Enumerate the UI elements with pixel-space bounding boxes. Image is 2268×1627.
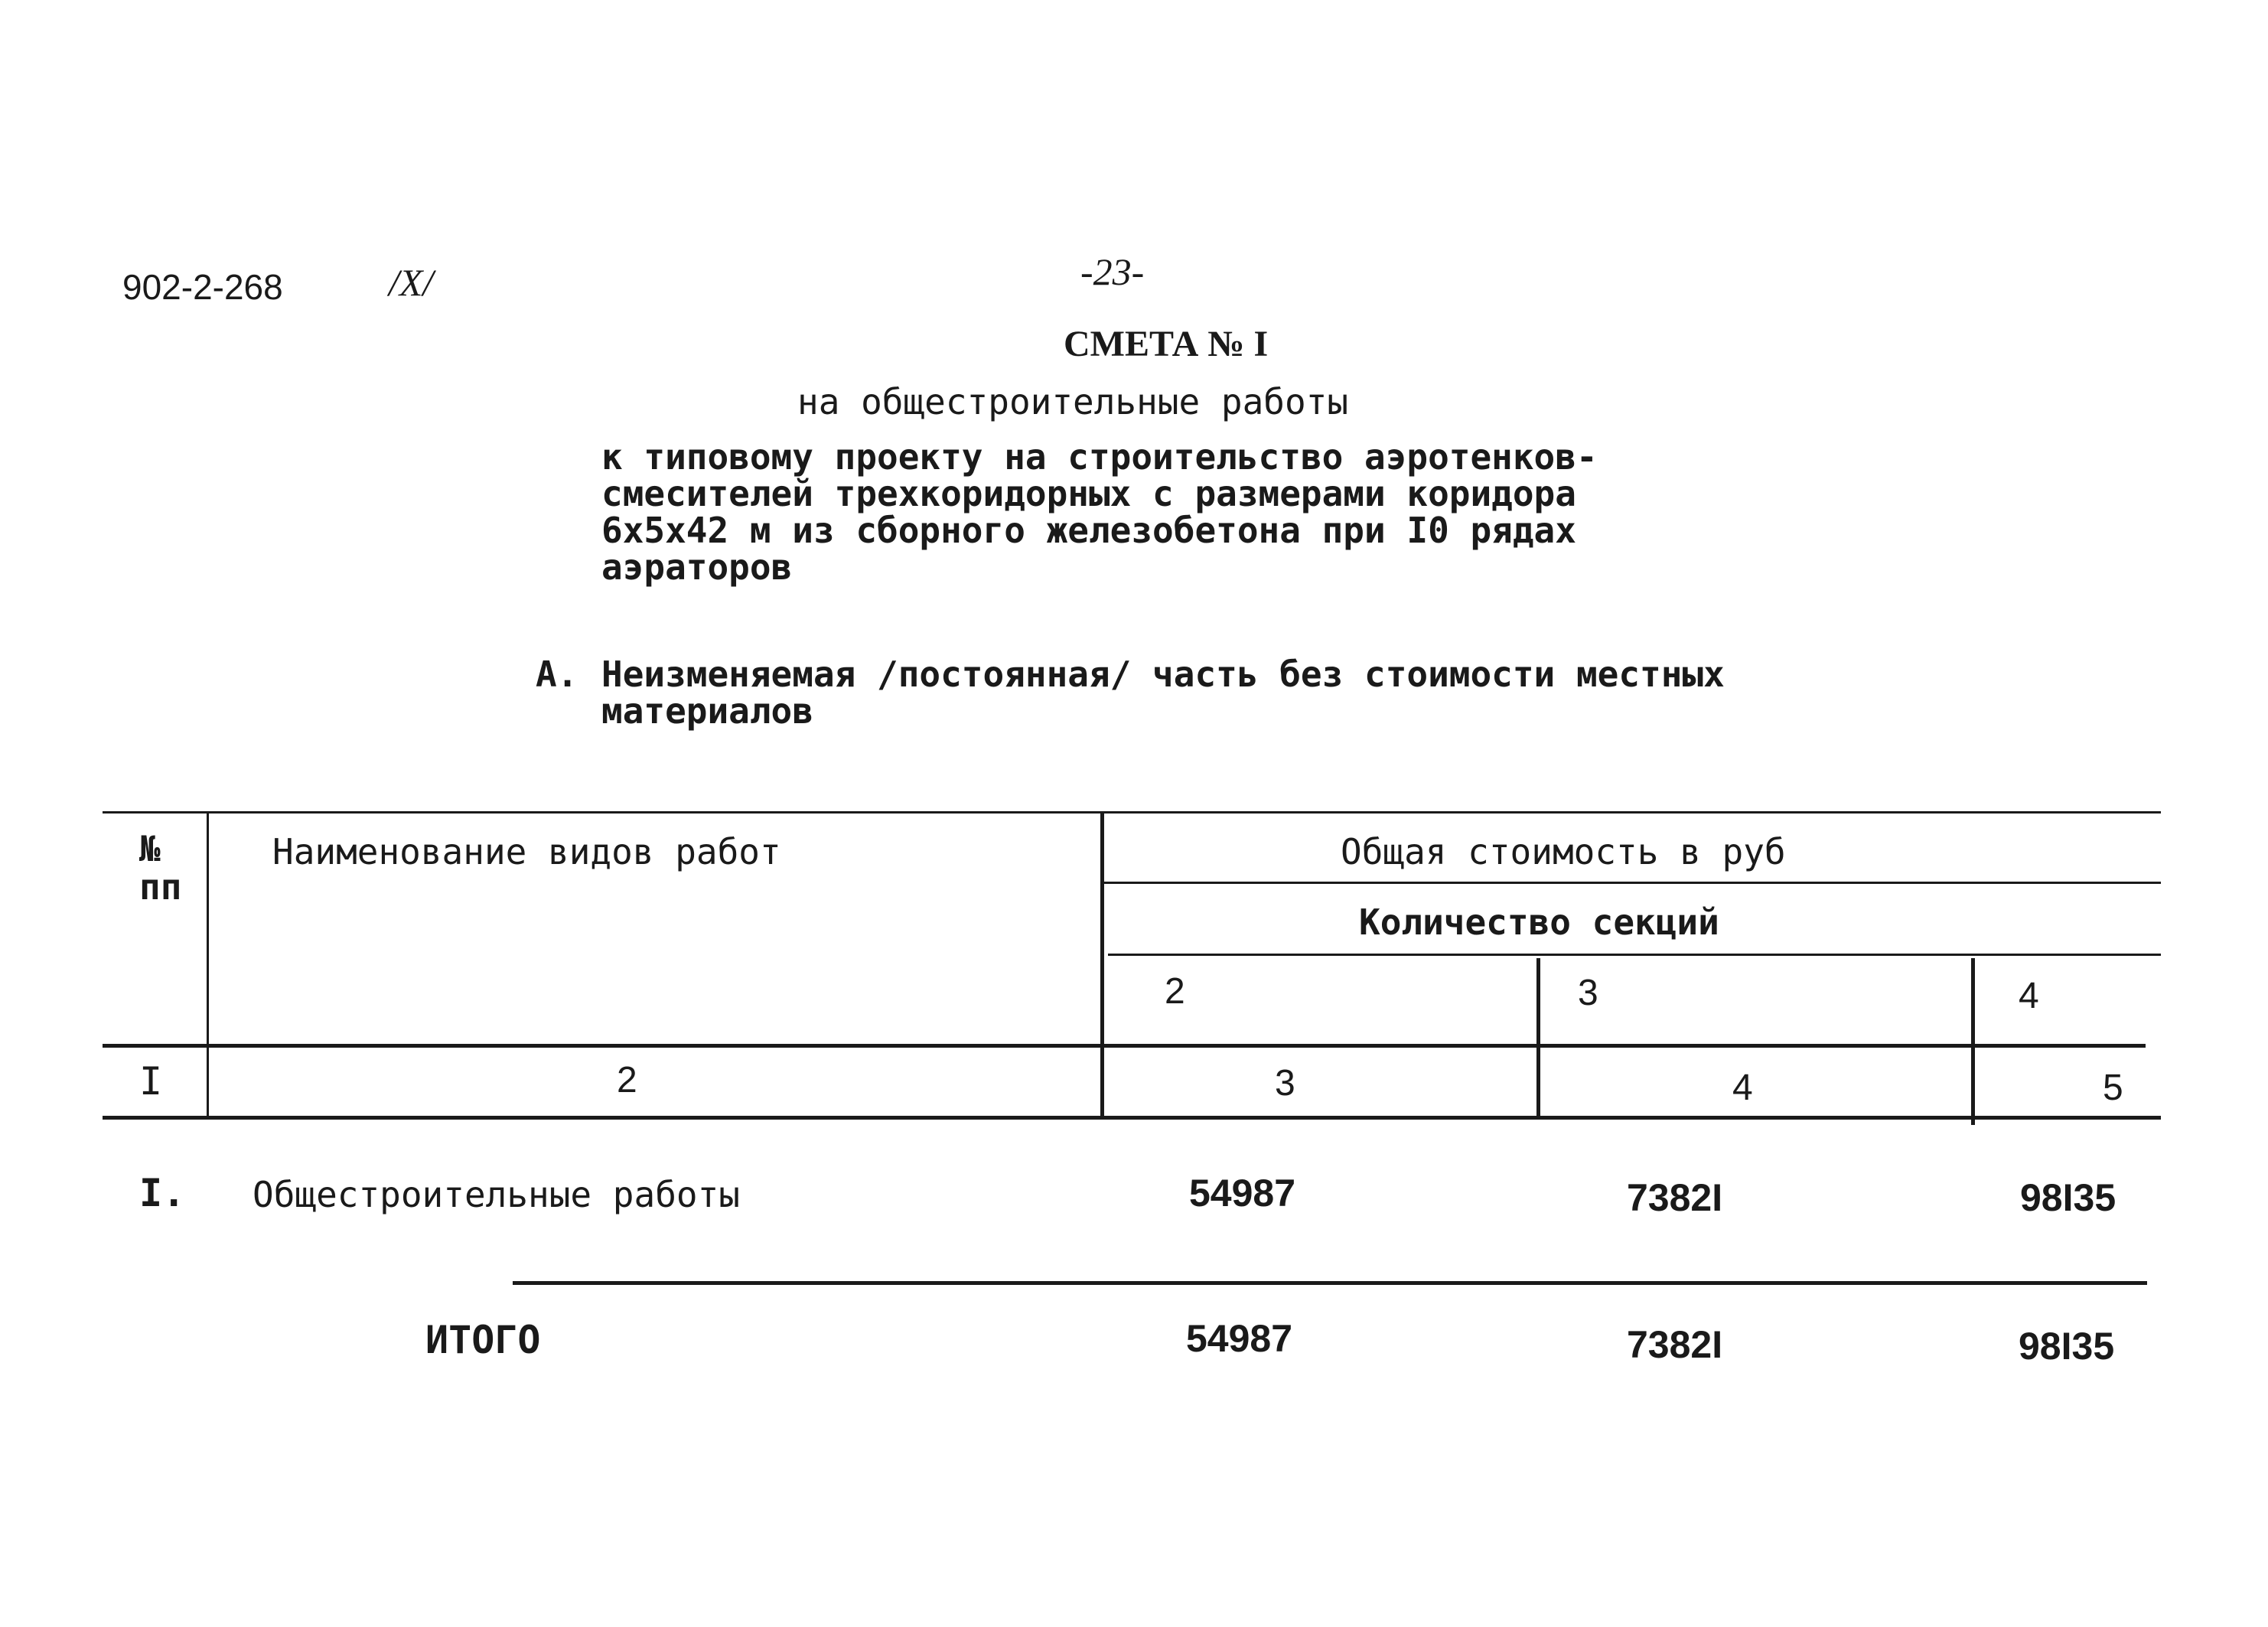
- total-label: ИТОГО: [425, 1318, 541, 1362]
- total-value: 7382I: [1627, 1323, 1723, 1366]
- table-rule: [103, 1044, 2146, 1048]
- table-rule: [513, 1281, 2147, 1285]
- table-rule: [1100, 811, 1104, 1117]
- estimate-subtitle: на общестроительные работы: [797, 381, 1349, 422]
- column-number: 4: [1732, 1068, 1753, 1108]
- table-rule: [1536, 958, 1540, 1119]
- table-rule: [103, 1116, 2161, 1120]
- table-rule: [1108, 954, 2161, 956]
- table-rule: [1102, 882, 2161, 884]
- section-title: материалов: [601, 690, 813, 732]
- project-line: к типовому проекту на строительство аэротенков-: [601, 436, 1598, 478]
- col-header-no: №: [139, 828, 161, 869]
- section-title: Неизменяемая /постоянная/ часть без стоимости местных: [601, 654, 1725, 695]
- col-header-no: пп: [139, 866, 182, 908]
- table-rule: [103, 811, 2161, 814]
- table-rule: [1971, 958, 1975, 1125]
- section-count: 3: [1578, 973, 1598, 1013]
- project-line: смесителей трехкоридорных с размерами коридора: [601, 473, 1576, 514]
- sheet-mark: /X/: [389, 261, 434, 304]
- total-value: 54987: [1186, 1317, 1293, 1360]
- column-number: 3: [1275, 1063, 1295, 1104]
- project-line: аэраторов: [601, 546, 793, 588]
- section-count: 4: [2019, 976, 2039, 1016]
- col-header-name: Наименование видов работ: [272, 831, 781, 872]
- section-count: 2: [1165, 971, 1185, 1012]
- project-line: 6х5х42 м из сборного железобетона при I0 рядах: [601, 510, 1576, 551]
- column-number: 2: [617, 1060, 637, 1100]
- table-rule: [207, 811, 209, 1117]
- section-marker: А.: [536, 654, 578, 695]
- row-value: 54987: [1189, 1172, 1296, 1215]
- col-header-total-cost: Общая стоимость в руб: [1341, 831, 1786, 872]
- row-value: 98I35: [2020, 1176, 2116, 1219]
- row-value: 7382I: [1627, 1176, 1723, 1219]
- row-name: Общестроительные работы: [253, 1174, 740, 1215]
- col-header-sections: Количество секций: [1359, 902, 1719, 943]
- page-number: -23-: [1080, 250, 1145, 293]
- document-code: 902-2-268: [122, 267, 283, 307]
- total-value: 98I35: [2019, 1325, 2115, 1368]
- estimate-title: СМЕТА № I: [1064, 324, 1269, 364]
- column-number: 5: [2103, 1068, 2123, 1108]
- row-number: I.: [139, 1171, 186, 1215]
- column-number: I: [139, 1059, 163, 1104]
